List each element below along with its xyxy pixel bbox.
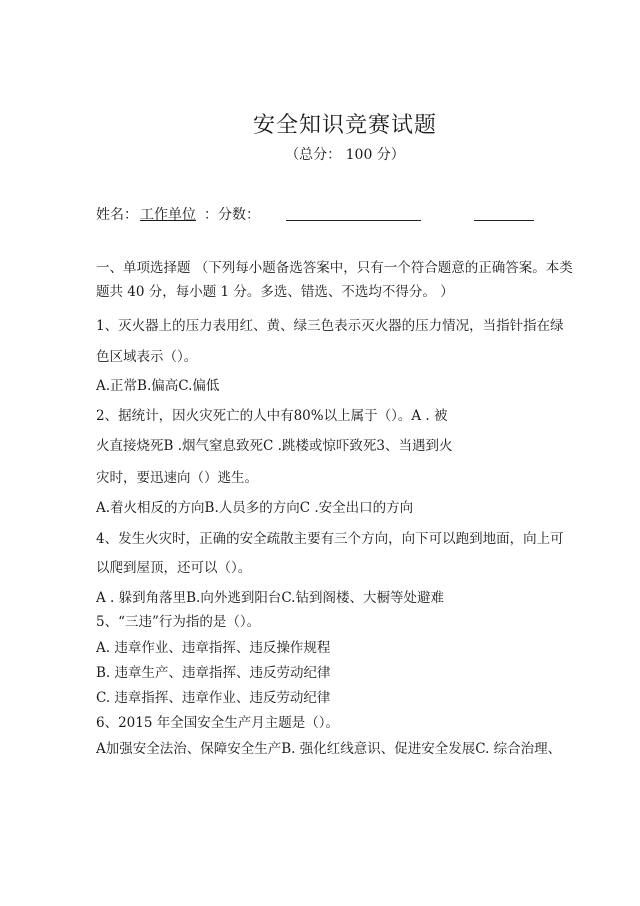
score-blank-line [474, 220, 534, 221]
question-line: 1、灭火器上的压力表用红、黄、绿三色表示灭火器的压力情况，当指针指在绿 [96, 318, 564, 334]
question-line: 火直接烧死B .烟气窒息致死C .跳楼或惊吓致死3、当遇到火 [96, 438, 453, 454]
score-label: ：分数： [204, 207, 260, 223]
question-line: 色区域表示（）。 [96, 349, 198, 365]
option-line: C. 违章指挥、违章作业、违反劳动纪律 [96, 690, 331, 706]
name-blank-line [286, 220, 421, 221]
examinee-info-row [96, 204, 556, 226]
work-unit-label: 工作单位 [140, 207, 196, 223]
section-intro-line-1: 一、单项选择题 （下列每小题备选答案中，只有一个符合题意的正确答案。本类 [96, 260, 573, 276]
option-line: A加强安全法治、保障安全生产B. 强化红线意识、促进安全发展C. 综合治理、 [96, 741, 562, 757]
question-line: 灾时，要迅速向（）逃生。 [96, 470, 258, 486]
option-line: A.正常B.偏高C.偏低 [96, 378, 220, 394]
option-line: A.着火相反的方向B.人员多的方向C .安全出口的方向 [96, 500, 414, 516]
option-line: A . 躲到角落里B.向外逃到阳台C.钻到阁楼、大橱等处避难 [96, 590, 444, 606]
question-line: 4、发生火灾时，正确的安全疏散主要有三个方向，向下可以跑到地面，向上可 [96, 531, 564, 547]
question-line: 以爬到屋顶，还可以（）。 [96, 560, 252, 576]
section-intro-line-2: 题共 40 分，每小题 1 分。多选、错选、不选均不得分。 ） [96, 284, 454, 300]
option-line: A. 违章作业、违章指挥、违反操作规程 [96, 640, 331, 656]
total-score-subtitle: （总分： 100 分） [285, 147, 405, 163]
question-line: 6、2015 年全国安全生产月主题是（）。 [96, 715, 339, 731]
page-title: 安全知识竞赛试题 [252, 113, 437, 138]
question-line: 2、据统计，因火灾死亡的人中有80%以上属于（）。A . 被 [96, 408, 448, 424]
option-line: B. 违章生产、违章指挥、违反劳动纪律 [96, 665, 331, 681]
name-label: 姓名： [96, 207, 138, 223]
question-line: 5、“三违”行为指的是（）。 [96, 614, 261, 630]
